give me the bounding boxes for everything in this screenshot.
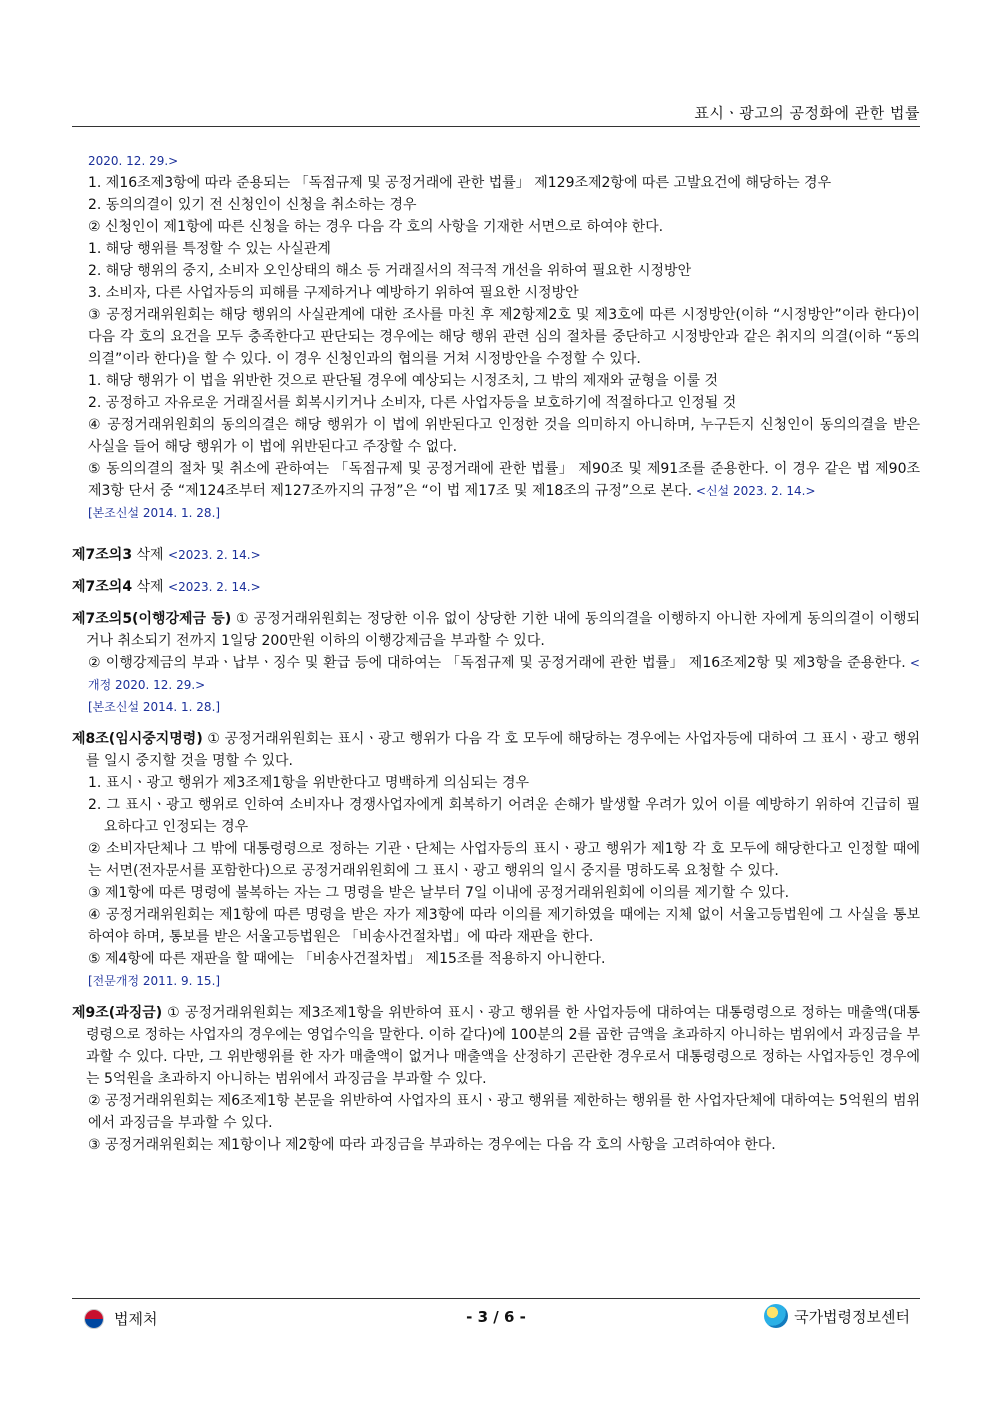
footer-right-label: 국가법령정보센터	[794, 1307, 910, 1326]
paragraph: ② 신청인이 제1항에 따른 신청을 하는 경우 다음 각 호의 사항을 기재한 서면으로 하여야 한다.	[88, 219, 664, 235]
paragraph: ② 소비자단체나 그 밖에 대통령령으로 정하는 기관ㆍ단체는 사업자등의 표시ㆍ광고 행위가 제1항 각 호 모두에 해당한다고 인정할 때에는 서면(전자문서를 포함한다)으로 공정거래위원회에 그 표시ㆍ광고 행위의 일시 중지를 명하도록 요청할 수 있다.	[88, 841, 920, 879]
paragraph: ② 공정거래위원회는 제6조제1항 본문을 위반하여 사업자의 표시ㆍ광고 행위를 제한하는 행위를 한 사업자단체에 대하여는 5억원의 범위에서 과징금을 부과할 수 있다.	[88, 1093, 920, 1131]
article-9	[72, 1002, 920, 1090]
amendment-note: <2023. 2. 14.>	[168, 580, 261, 594]
item: 1. 표시ㆍ광고 행위가 제3조제1항을 위반한다고 명백하게 의심되는 경우	[88, 775, 529, 791]
amendment-note: [본조신설 2014. 1. 28.]	[88, 700, 221, 714]
article-text: 삭제	[132, 579, 169, 595]
paragraph: ④ 공정거래위원회의 동의의결은 해당 행위가 이 법에 위반된다고 인정한 것을 의미하지 아니하며, 누구든지 신청인이 동의의결을 받은 사실을 들어 해당 행위가 이 법에 위반된다고 주장할 수 없다.	[88, 417, 920, 455]
item: 2. 공정하고 자유로운 거래질서를 회복시키거나 소비자, 다른 사업자등을 보호하기에 적절하다고 인정될 것	[88, 395, 737, 411]
paragraph: ③ 공정거래위원회는 제1항이나 제2항에 따라 과징금을 부과하는 경우에는 다음 각 호의 사항을 고려하여야 한다.	[88, 1137, 776, 1153]
footer-divider	[72, 1298, 920, 1299]
article-text: 삭제	[132, 547, 169, 563]
article-7-3	[72, 544, 920, 566]
document-body	[72, 150, 920, 1156]
footer-right	[764, 1304, 910, 1328]
paragraph	[72, 652, 920, 696]
header-title: 표시ㆍ광고의 공정화에 관한 법률	[694, 104, 920, 122]
amendment-note: [전문개정 2011. 9. 15.]	[88, 974, 221, 988]
paragraph: ④ 공정거래위원회는 제1항에 따른 명령을 받은 자가 제3항에 따라 이의를 제기하였을 때에는 지체 없이 서울고등법원에 그 사실을 통보하여야 하며, 통보를 받은 서울고등법원은 「비송사건절차법」에 따라 재판을 한다.	[88, 907, 920, 945]
article-heading: 제9조(과징금)	[72, 1005, 163, 1021]
article-7-5	[72, 608, 920, 652]
article-text: ① 공정거래위원회는 표시ㆍ광고 행위가 다음 각 호 모두에 해당하는 경우에는 사업자등에 대하여 그 표시ㆍ광고 행위를 일시 중지할 것을 명할 수 있다.	[86, 731, 920, 769]
item: 1. 해당 행위를 특정할 수 있는 사실관계	[88, 241, 331, 257]
footer-left-label: 법제처	[114, 1310, 158, 1328]
article-text: ① 공정거래위원회는 정당한 이유 없이 상당한 기한 내에 동의의결을 이행하지 아니한 자에게 동의의결이 이행되거나 취소되기 전까지 1일당 200만원 이하의 이행강제금을 부과할 수 있다.	[86, 611, 920, 649]
paragraph	[72, 458, 920, 502]
page-number: - 3 / 6 -	[466, 1308, 526, 1326]
item: 2. 그 표시ㆍ광고 행위로 인하여 소비자나 경쟁사업자에게 회복하기 어려운 손해가 발생할 우려가 있어 이를 예방하기 위하여 긴급히 필요하다고 인정되는 경우	[88, 797, 920, 835]
amendment-note: <개정 2020. 12. 29.>	[88, 656, 920, 692]
paragraph: ③ 공정거래위원회는 해당 행위의 사실관계에 대한 조사를 마친 후 제2항제2호 및 제3호에 따른 시정방안(이하 “시정방안”이라 한다)이 다음 각 호의 요건을 모두 충족한다고 판단되는 경우에는 해당 행위 관련 심의 절차를 중단하고 시정방안과 같은 취지의 의결(이하 “동의의결”이라 한다)을 할 수 있다. 이 경우 신청인과의 협의를 거쳐 시정방안을 수정할 수 있다.	[88, 307, 920, 367]
paragraph-text: ② 이행강제금의 부과ㆍ납부ㆍ징수 및 환급 등에 대하여는 「독점규제 및 공정거래에 관한 법률」 제16조제2항 및 제3항을 준용한다.	[88, 655, 906, 671]
article-text: ① 공정거래위원회는 제3조제1항을 위반하여 표시ㆍ광고 행위를 한 사업자등에 대하여는 대통령령으로 정하는 매출액(대통령령으로 정하는 사업자의 경우에는 영업수익을 말한다. 이하 같다)에 100분의 2를 곱한 금액을 초과하지 아니하는 범위에서 과징금을 부과할 수 있다. 다만, 그 위반행위를 한 자가 매출액이 없거나 매출액을 산정하기 곤란한 경우로서 대통령령으로 정하는 사업자등인 경우에는 5억원을 초과하지 아니하는 범위에서 과징금을 부과할 수 있다.	[86, 1005, 920, 1087]
amendment-note: [본조신설 2014. 1. 28.]	[88, 506, 221, 520]
amendment-note: 2020. 12. 29.>	[88, 154, 179, 168]
article-heading: 제7조의5(이행강제금 등)	[72, 611, 232, 627]
article-7-4	[72, 576, 920, 598]
item: 1. 해당 행위가 이 법을 위반한 것으로 판단될 경우에 예상되는 시정조치, 그 밖의 제재와 균형을 이룰 것	[88, 373, 718, 389]
amendment-note: <신설 2023. 2. 14.>	[692, 484, 816, 498]
header-divider	[72, 126, 920, 127]
paragraph: ⑤ 제4항에 따른 재판을 할 때에는 「비송사건절차법」 제15조를 적용하지 아니한다.	[88, 951, 606, 967]
paragraph: ③ 제1항에 따른 명령에 불복하는 자는 그 명령을 받은 날부터 7일 이내에 공정거래위원회에 이의를 제기할 수 있다.	[88, 885, 790, 901]
paragraph-text: ⑤ 동의의결의 절차 및 취소에 관하여는 「독점규제 및 공정거래에 관한 법률」 제90조 및 제91조를 준용한다. 이 경우 같은 법 제90조제3항 단서 중 “제124조부터 제127조까지의 규정”은 “이 법 제17조 및 제18조의 규정”으로 본다.	[88, 461, 920, 499]
footer	[72, 1304, 920, 1332]
law-center-logo-icon	[764, 1304, 788, 1328]
article-8	[72, 728, 920, 772]
article-heading: 제8조(임시중지명령)	[72, 731, 203, 747]
item: 1. 제16조제3항에 따라 준용되는 「독점규제 및 공정거래에 관한 법률」 제129조제2항에 따른 고발요건에 해당하는 경우	[88, 175, 832, 191]
item: 2. 해당 행위의 중지, 소비자 오인상태의 해소 등 거래질서의 적극적 개선을 위하여 필요한 시정방안	[88, 263, 692, 279]
item: 3. 소비자, 다른 사업자등의 피해를 구제하거나 예방하기 위하여 필요한 시정방안	[88, 285, 579, 301]
article-heading: 제7조의3	[72, 547, 133, 563]
article-heading: 제7조의4	[72, 579, 133, 595]
amendment-note: <2023. 2. 14.>	[168, 548, 261, 562]
item: 2. 동의의결이 있기 전 신청인이 신청을 취소하는 경우	[88, 197, 417, 213]
